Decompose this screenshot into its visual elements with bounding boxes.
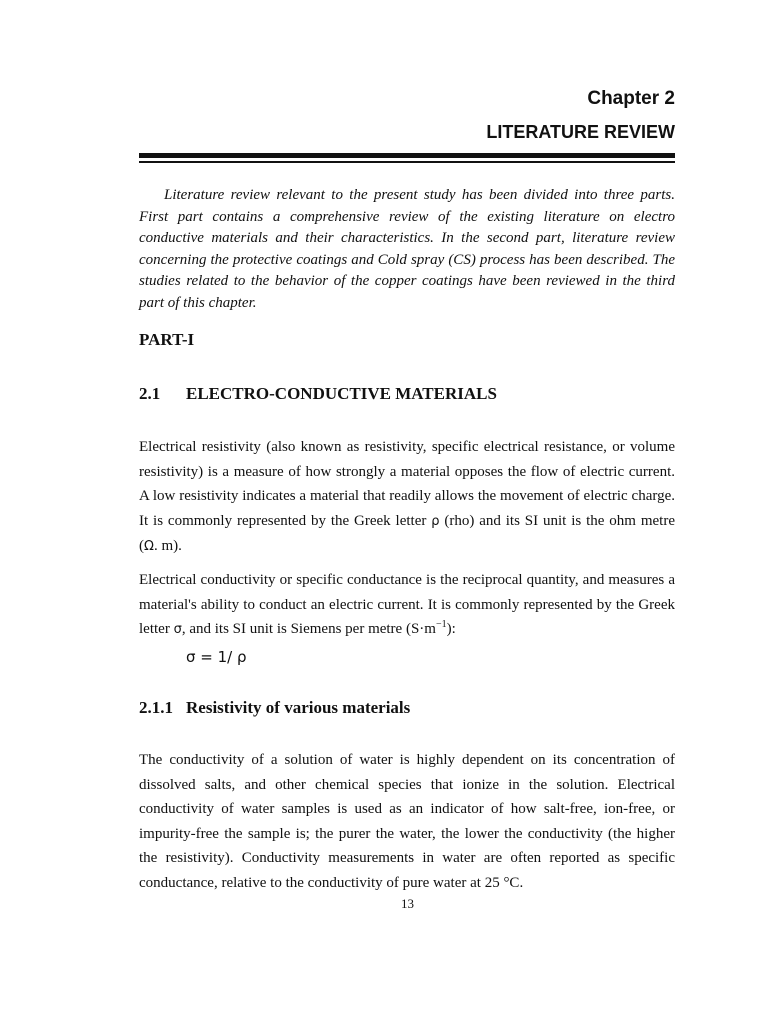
chapter-title: LITERATURE REVIEW [486, 122, 675, 142]
section-heading [139, 382, 497, 406]
resistivity-text-2: (rho) and its SI unit is the ohm metre ( [139, 512, 675, 554]
resistivity-paragraph [139, 435, 675, 560]
intro-paragraph: Literature review relevant to the present study has been divided into three parts. First part contains a comprehensive review of the existing literature on electro conductive materials and their characteristics. In the second part, literature review concerning the protective coatings and Cold spray (CS) process has been described. The studies related to the behavior of the copper coatings have been reviewed in the third part of this chapter. [139, 187, 675, 311]
chapter-number: Chapter 2 [587, 88, 675, 109]
conductivity-paragraph [139, 568, 675, 643]
rho-symbol: ρ [431, 513, 440, 529]
subsection-heading [139, 696, 410, 720]
sigma-symbol: σ [173, 622, 182, 637]
subsection-number: 2.1.1 [139, 698, 173, 717]
subsection-title: Resistivity of various materials [186, 698, 411, 717]
ohm-symbol: Ω [144, 539, 154, 554]
resistivity-text: Electrical resistivity (also known as resistivity, specific electrical resistance, or volume resistivity) is a measure of how strongly a material opposes the flow of electric current. A low resistivity indicates a material that readily allows the movement of electric charge. It is commonly represented by the Greek letter [139, 439, 675, 529]
header-rule-thick [139, 153, 675, 158]
header-rule-thin [139, 161, 675, 163]
resistivity-text-end: . m). [153, 538, 182, 554]
part-heading: PART-I [139, 330, 195, 349]
conductivity-text: Electrical conductivity or specific conductance is the reciprocal quantity, and measures a material's ability to conduct an electric current. It is commonly represented by the Greek letter [139, 572, 675, 637]
water-conductivity-paragraph: The conductivity of a solution of water is highly dependent on its concentration of dissolved salts, and other chemical species that ionize in the solution. Electrical conductivity of water samples is used as an indicator of how salt-free, ion-free, or impurity-free the sample is; the purer the water, the lower the conductivity (the higher the resistivity). Conductivity measurements in water are often reported as specific conductance, relative to the conductivity of pure water at 25 °C. [139, 752, 675, 891]
section-title: ELECTRO-CONDUCTIVE MATERIALS [186, 384, 497, 403]
section-number: 2.1 [139, 384, 161, 403]
conductivity-text-end: ): [446, 621, 456, 637]
unit-superscript: −1 [435, 619, 447, 630]
page-number: 13 [401, 896, 414, 911]
conductivity-text-2: , and its SI unit is Siemens per metre (S·m [181, 621, 436, 637]
conductivity-formula: σ = 1/ ρ [186, 648, 247, 666]
